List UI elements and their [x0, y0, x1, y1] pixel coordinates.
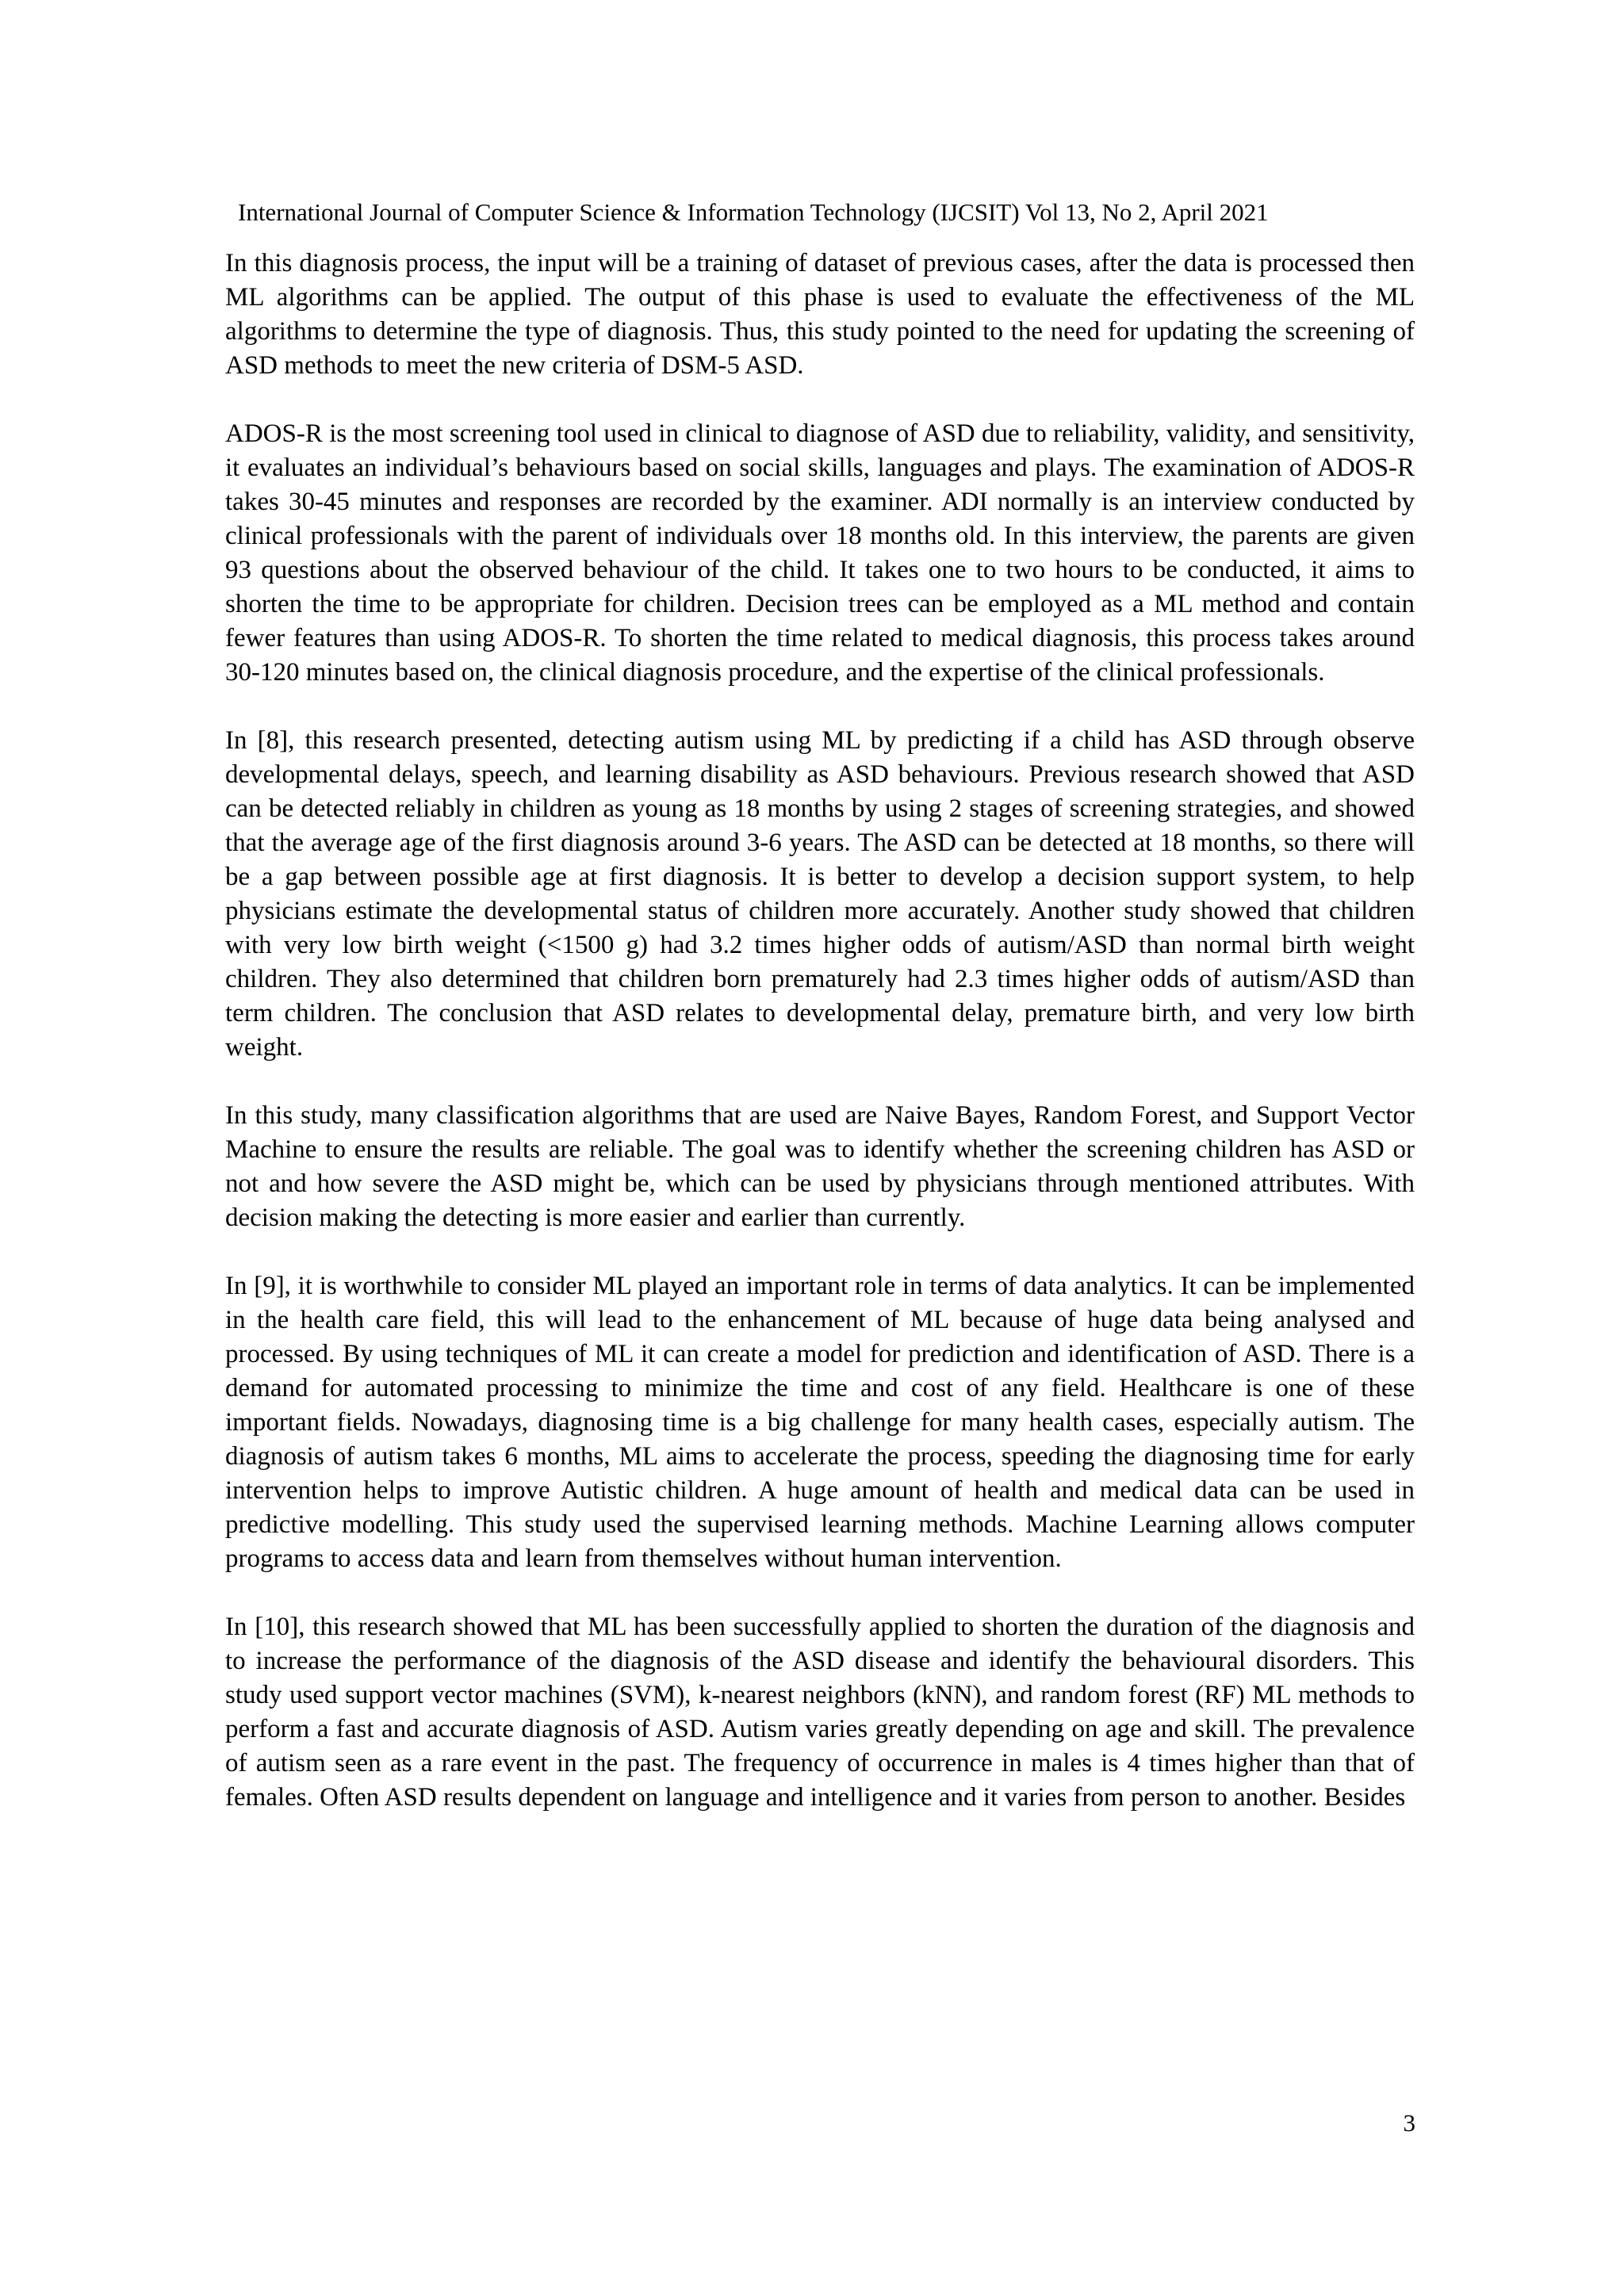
- paragraph-classification: In this study, many classification algorithms that are used are Naive Bayes, Random Forest, and Support Vector Machine to ensure the results are reliable. The goal was to identify whether the screening children has ASD or not and how severe the ASD might be, which can be used by physicians through mentioned attributes. With decision making the detecting is more easier and earlier than currently.: [225, 1101, 1415, 1232]
- paragraph-ref-9: In [9], it is worthwhile to consider ML played an important role in terms of data analytics. It can be implemented in the health care field, this will lead to the enhancement of ML because of huge data being analysed and processed. By using techniques of ML it can create a model for prediction and identification of ASD. There is a demand for automated processing to minimize the time and cost of any field. Healthcare is one of these important fields. Nowadays, diagnosing time is a big challenge for many health cases, especially autism. The diagnosis of autism takes 6 months, ML aims to accelerate the process, speeding the diagnosing time for early intervention helps to improve Autistic children. A huge amount of health and medical data can be used in predictive modelling. This study used the supervised learning methods. Machine Learning allows computer programs to access data and learn from themselves without human intervention.: [225, 1272, 1415, 1573]
- paragraph-ref-8: In [8], this research presented, detecting autism using ML by predicting if a child has ASD through observe developmental delays, speech, and learning disability as ASD behaviours. Previous research showed that ASD can be detected reliably in children as young as 18 months by using 2 stages of screening strategies, and showed that the average age of the first diagnosis around 3-6 years. The ASD can be detected at 18 months, so there will be a gap between possible age at first diagnosis. It is better to develop a decision support system, to help physicians estimate the developmental status of children more accurately. Another study showed that children with very low birth weight (<1500 g) had 3.2 times higher odds of autism/ASD than normal birth weight children. They also determined that children born prematurely had 2.3 times higher odds of autism/ASD than term children. The conclusion that ASD relates to developmental delay, premature birth, and very low birth weight.: [225, 726, 1415, 1062]
- paragraph-ados-r: ADOS-R is the most screening tool used in clinical to diagnose of ASD due to reliability, validity, and sensitivity, it evaluates an individual’s behaviours based on social skills, languages and plays. The examination of ADOS-R takes 30-45 minutes and responses are recorded by the examiner. ADI normally is an interview conducted by clinical professionals with the parent of individuals over 18 months old. In this interview, the parents are given 93 questions about the observed behaviour of the child. It takes one to two hours to be conducted, it aims to shorten the time to be appropriate for children. Decision trees can be employed as a ML method and contain fewer features than using ADOS-R. To shorten the time related to medical diagnosis, this process takes around 30-120 minutes based on, the clinical diagnosis procedure, and the expertise of the clinical professionals.: [225, 419, 1415, 687]
- running-header: International Journal of Computer Science & Information Technology (IJCSIT) Vol 13, No 2, April 2021: [238, 198, 1269, 226]
- paragraph-ref-10: In [10], this research showed that ML has been successfully applied to shorten the duration of the diagnosis and to increase the performance of the diagnosis of the ASD disease and identify the behavioural disorders. This study used support vector machines (SVM), k-nearest neighbors (kNN), and random forest (RF) ML methods to perform a fast and accurate diagnosis of ASD. Autism varies greatly depending on age and skill. The prevalence of autism seen as a rare event in the past. The frequency of occurrence in males is 4 times higher than that of females. Often ASD results dependent on language and intelligence and it varies from person to another. Besides: [225, 1613, 1415, 1812]
- paragraph-diagnosis-process: In this diagnosis process, the input will be a training of dataset of previous cases, after the data is processed then ML algorithms can be applied. The output of this phase is used to evaluate the effectiveness of the ML algorithms to determine the type of diagnosis. Thus, this study pointed to the need for updating the screening of ASD methods to meet the new criteria of DSM-5 ASD.: [225, 249, 1415, 380]
- body-text: [225, 247, 1415, 1849]
- page-number: 3: [1403, 2109, 1415, 2137]
